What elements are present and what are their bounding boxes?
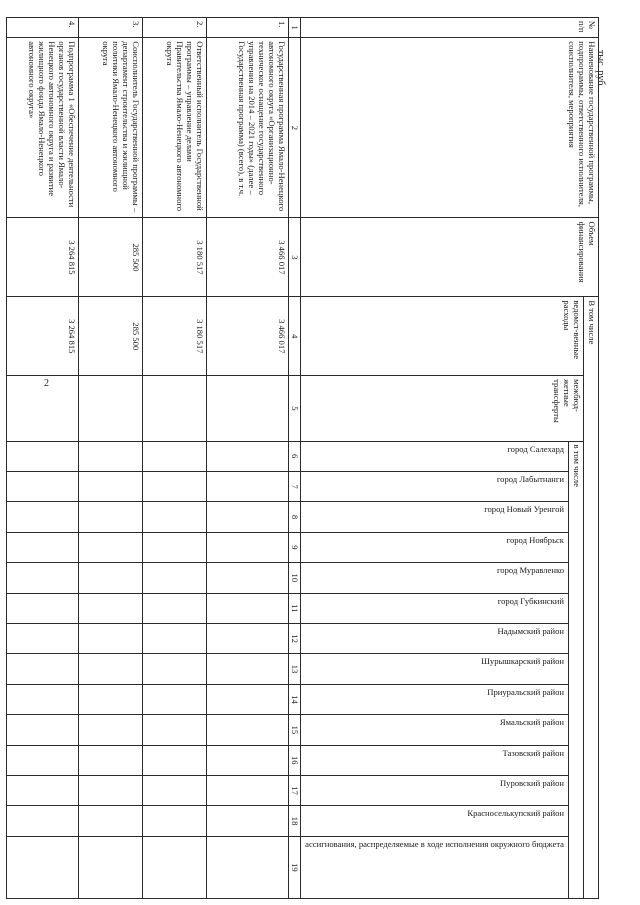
header-no: № п/п [301, 18, 599, 38]
col-number: 7 [288, 471, 301, 501]
row-name: Соисполнитель Государственной программы – департамент строительства и жилищной политики Ямало-Ненецкого автономного округа [78, 38, 142, 218]
row-no: 3. [78, 18, 142, 38]
row-name: Ответственный исполнитель Государственной программы – управление делами Правительства Ямало-Ненецкого автономного округа [142, 38, 206, 218]
col-number: 10 [288, 563, 301, 593]
header-muni: город Салехард [301, 441, 569, 471]
col-number: 4 [288, 297, 301, 376]
header-including: В том числе [584, 297, 599, 899]
col-number: 16 [288, 745, 301, 775]
header-muni: город Лабытнанги [301, 471, 569, 501]
col-number: 17 [288, 775, 301, 805]
row-dept: 3 264 815 [6, 297, 78, 376]
header-muni: Тазовский район [301, 745, 569, 775]
header-muni: город Муравленко [301, 563, 569, 593]
header-muni: Красноселькупский район [301, 806, 569, 836]
header-dept: ведомст-венные расходы [301, 297, 584, 376]
col-number: 14 [288, 684, 301, 714]
col-number: 5 [288, 376, 301, 441]
col-number: 15 [288, 715, 301, 745]
row-no: 2. [142, 18, 206, 38]
budget-table [6, 17, 599, 899]
header-interbudget: межбюд-жетные трансферты [301, 376, 584, 441]
header-muni: Пуровский район [301, 775, 569, 805]
col-number: 18 [288, 806, 301, 836]
header-muni: Шурышкарский район [301, 654, 569, 684]
table-row [6, 18, 78, 899]
col-number: 8 [288, 502, 301, 532]
units-label: тыс. руб. [595, 50, 606, 88]
row-name: Государственная программа Ямало-Ненецкого автономного округа «Организационно-техническое оснащение государственного управления на 2014 – 2021 годы» (далее – Государственная программа) (всего), в т.ч. [206, 38, 288, 218]
row-dept: 3 180 517 [142, 297, 206, 376]
col-number: 13 [288, 654, 301, 684]
col-number: 2 [288, 38, 301, 218]
row-name: Подпрограмма 1 «Обеспечение деятельности органов государственной власти Ямало-Ненецкого автономного округа и развитие жилищного фонда Ямало-Ненецкого автономного округа» [6, 38, 78, 218]
col-number: 19 [288, 836, 301, 898]
table-row [78, 18, 142, 899]
row-volume: 285 500 [78, 218, 142, 297]
header-muni: ассигнования, распределяемые в ходе исполнения окружного бюджета [301, 836, 569, 898]
header-muni: город Ноябрьск [301, 532, 569, 562]
col-number: 6 [288, 441, 301, 471]
header-including2: в том числе [569, 441, 584, 899]
header-volume: Объем финансирования [301, 218, 599, 297]
rotated-table-container [27, 17, 599, 899]
row-no: 4. [6, 18, 78, 38]
table-row [206, 18, 288, 899]
row-dept: 285 500 [78, 297, 142, 376]
header-muni: город Губкинский [301, 593, 569, 623]
header-name: Наименование государственной программы, подпрограммы, ответственного исполнителя, соисполнителя, мероприятия [301, 38, 599, 218]
header-muni: город Новый Уренгой [301, 502, 569, 532]
col-number: 3 [288, 218, 301, 297]
row-volume: 3 180 517 [142, 218, 206, 297]
row-volume: 3 264 815 [6, 218, 78, 297]
column-number-row [288, 18, 301, 899]
col-number: 9 [288, 532, 301, 562]
row-no: 1. [206, 18, 288, 38]
row-dept: 3 466 017 [206, 297, 288, 376]
page-number: 2 [44, 378, 49, 389]
header-muni: Ямальский район [301, 715, 569, 745]
col-number: 1 [288, 18, 301, 38]
header-muni: Надымский район [301, 623, 569, 653]
col-number: 12 [288, 623, 301, 653]
header-muni: Приуральский район [301, 684, 569, 714]
col-number: 11 [288, 593, 301, 623]
row-volume: 3 466 017 [206, 218, 288, 297]
table-row [142, 18, 206, 899]
